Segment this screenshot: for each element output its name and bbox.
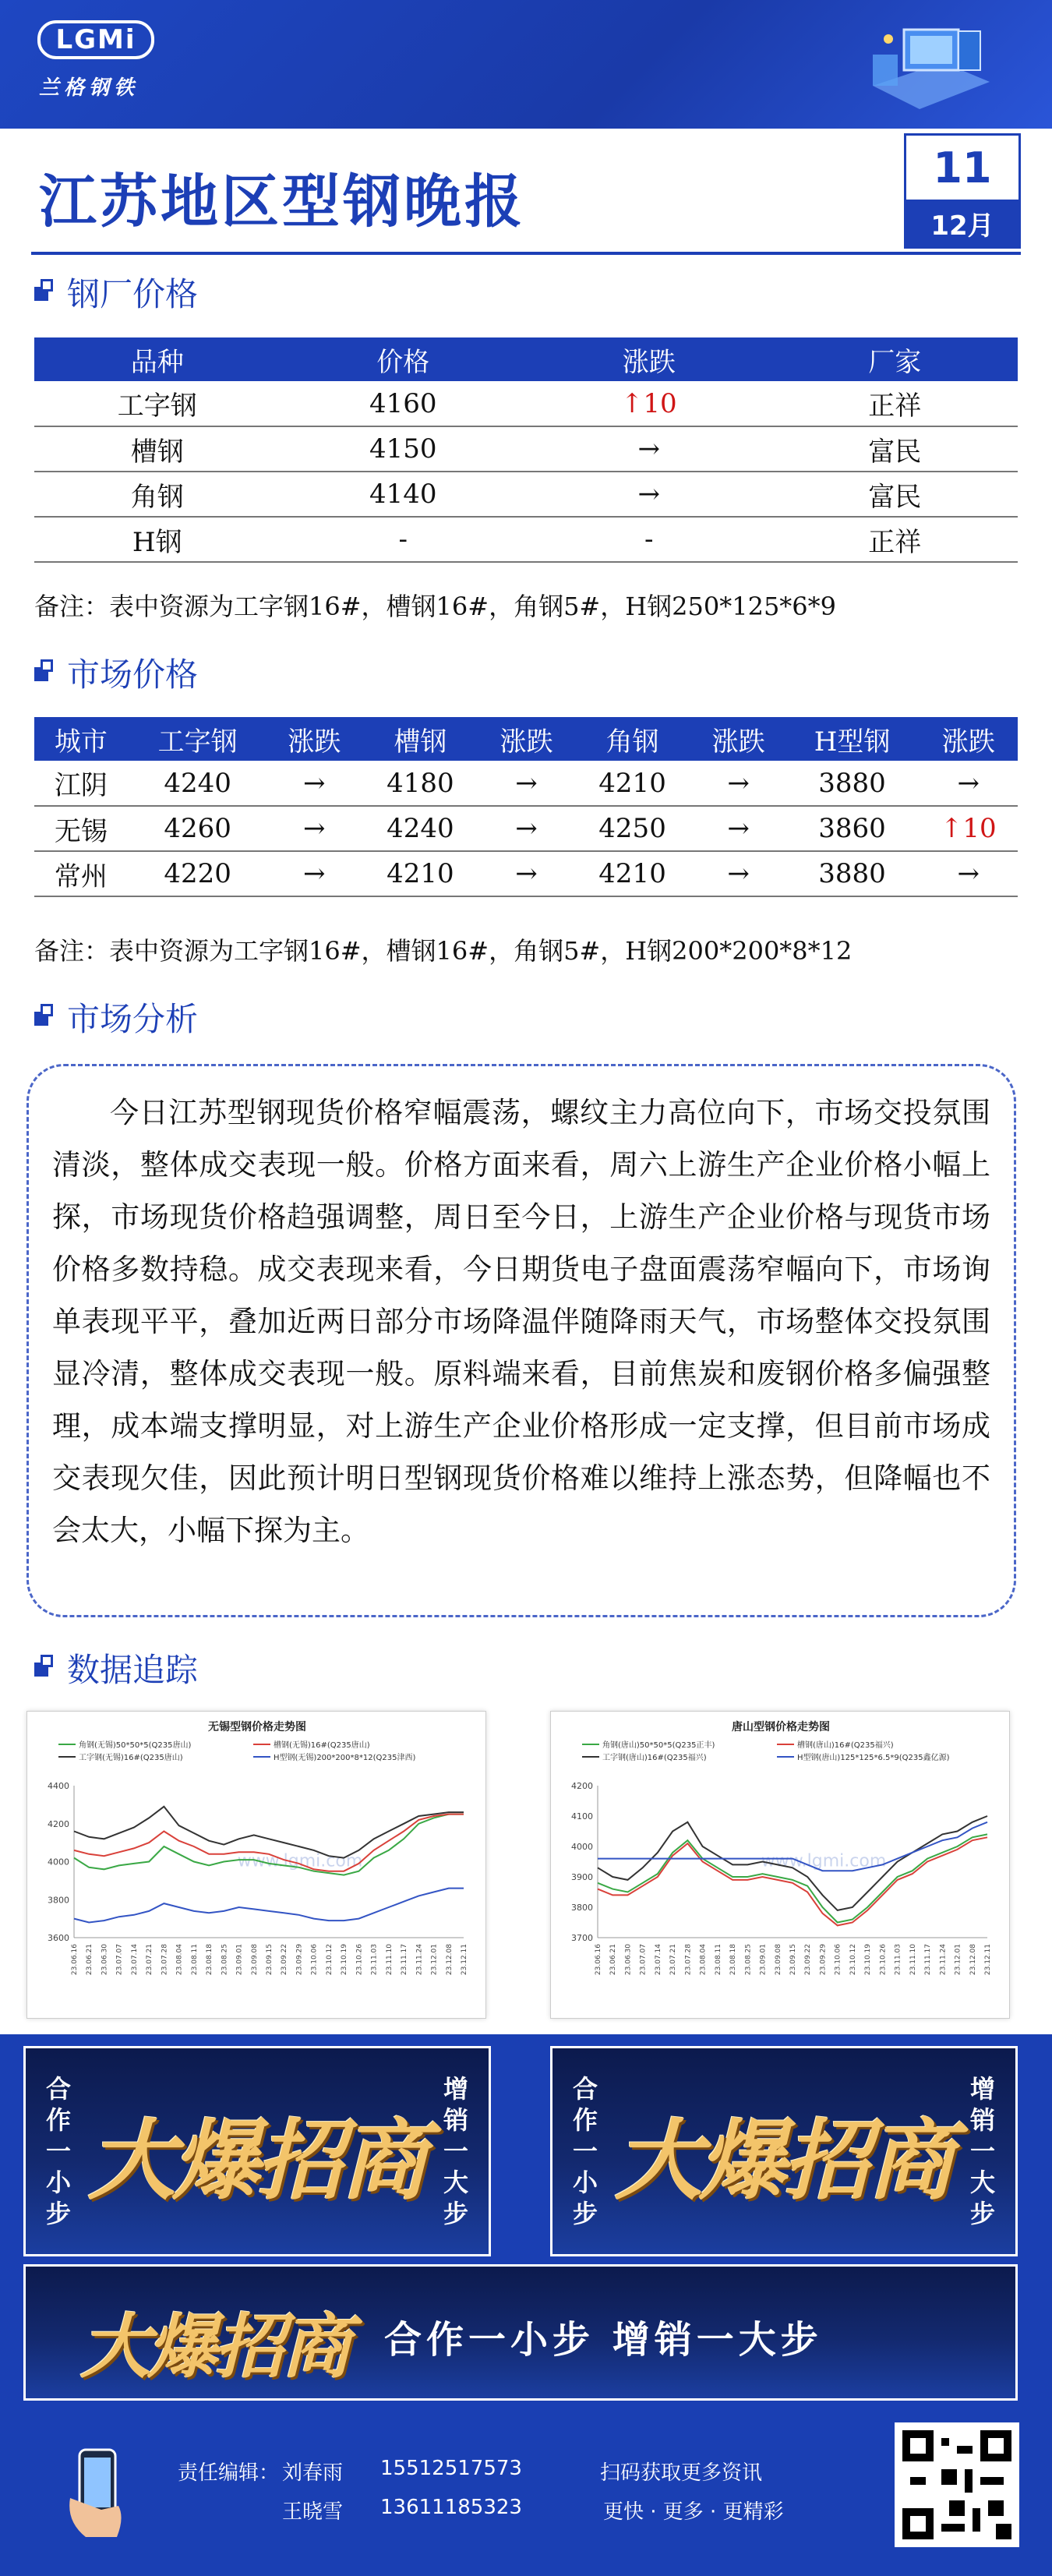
x-tick-label: 23.08.11 (714, 1944, 722, 1976)
table-row (34, 806, 1018, 851)
y-tick-label: 3600 (48, 1933, 69, 1943)
x-tick-label: 23.08.04 (699, 1944, 708, 1976)
qr-pattern (902, 2430, 1011, 2539)
x-tick-label: 23.08.18 (729, 1944, 738, 1976)
market-cell-hc: → (920, 761, 1018, 806)
market-col-city: 城市 (34, 717, 128, 761)
analysis-text: 今日江苏型钢现货价格窄幅震荡，螺纹主力高位向下，市场交投氛围清淡，整体成交表现一般。价格方面来看，周六上游生产企业价格小幅上探，市场现货价格趋强调整，周日至今日，上游生产企业价格与现货市场价格多数持稳。成交表现来看，今日期货电子盘面震荡窄幅向下，市场询单表现平平，叠加近两日部分市场降温伴随降雨天气，市场整体交投氛围显冷清，整体成交表现一般。原料端来看，目前焦炭和废钢价格多偏强整理，成本端支撑明显，对上游生产企业价格形成一定支撑，但目前市场成交表现欠佳，因此预计明日型钢现货价格难以维持上涨态势，但降幅也不会太大，小幅下探为主。 (52, 1096, 990, 1547)
legend-label: 工字钢(唐山)16#(Q235福兴) (602, 1754, 707, 1762)
mill-col-name: 品种 (34, 337, 281, 381)
x-tick-label: 23.09.08 (250, 1944, 259, 1976)
x-tick-label: 23.12.11 (984, 1944, 992, 1976)
market-cell-ac: → (692, 851, 785, 896)
x-tick-label: 23.07.21 (146, 1944, 154, 1976)
table-row (34, 761, 1018, 806)
section-square-icon (34, 1655, 56, 1681)
section-market-title: 市场价格 (67, 655, 199, 694)
x-tick-label: 23.09.01 (235, 1944, 244, 1976)
x-tick-label: 23.08.11 (190, 1944, 199, 1976)
analysis-box (26, 1064, 1016, 1617)
y-tick-label: 4000 (571, 1842, 593, 1852)
series-line (598, 1837, 987, 1925)
market-cell-ic: → (267, 851, 361, 896)
date-day: 11 (933, 143, 992, 193)
x-tick-label: 23.08.04 (175, 1944, 184, 1976)
section-square-icon (34, 659, 56, 686)
x-tick-label: 23.11.03 (370, 1944, 379, 1976)
table-row (34, 472, 1018, 517)
table-row (34, 517, 1018, 562)
x-tick-label: 23.10.26 (879, 1944, 888, 1976)
x-tick-label: 23.12.08 (445, 1944, 454, 1976)
market-cell-i: 4240 (128, 761, 268, 806)
market-cell-h: 3860 (785, 806, 920, 851)
chart-title: 唐山型钢价格走势图 (732, 1721, 830, 1733)
x-tick-label: 23.08.18 (206, 1944, 214, 1976)
x-tick-label: 23.12.01 (954, 1944, 962, 1976)
header (0, 0, 1052, 129)
banner-char: 销 (969, 2105, 995, 2135)
x-tick-label: 23.07.21 (669, 1944, 678, 1976)
market-cell-ac: → (692, 761, 785, 806)
mill-cell-name: 工字钢 (34, 381, 281, 426)
x-tick-label: 23.11.24 (939, 1944, 948, 1976)
market-cell-cc: → (480, 761, 574, 806)
page-title: 江苏地区型钢晚报 (39, 168, 525, 235)
banner-right-side-text (432, 2048, 479, 2254)
promo-banner-left[interactable] (23, 2046, 491, 2256)
x-tick-label: 23.06.21 (609, 1944, 618, 1976)
x-tick-label: 23.08.25 (221, 1944, 229, 1976)
market-cell-c: 4210 (361, 851, 479, 896)
x-tick-label: 23.09.22 (804, 1944, 813, 1976)
mill-cell-maker: 正祥 (772, 517, 1018, 562)
market-col-c: 槽钢 (361, 717, 479, 761)
phone-hand-icon (62, 2443, 132, 2545)
table-row (34, 851, 1018, 896)
section-tracking-title: 数据追踪 (67, 1651, 199, 1689)
banner-char: 销 (443, 2105, 468, 2135)
x-tick-label: 23.06.30 (624, 1944, 633, 1976)
mill-col-change: 涨跌 (526, 337, 772, 381)
y-tick-label: 3700 (571, 1933, 593, 1943)
market-table-note: 备注：表中资源为工字钢16#，槽钢16#，角钢5#，H钢200*200*8*12 (34, 936, 853, 966)
x-tick-label: 23.10.19 (341, 1944, 349, 1976)
section-mill-title: 钢厂价格 (67, 275, 199, 313)
banner-slogan: 合作一小步 增销一大步 (384, 2318, 823, 2362)
market-cell-i: 4260 (128, 806, 268, 851)
y-tick-label: 3800 (571, 1903, 593, 1913)
x-tick-label: 23.07.28 (684, 1944, 693, 1976)
banner-char: 步 (572, 2199, 598, 2228)
series-line (74, 1807, 464, 1858)
market-cell-city: 无锡 (34, 806, 128, 851)
mill-cell-maker: 正祥 (772, 381, 1018, 426)
chart-tangshan (550, 1711, 1010, 2019)
x-tick-label: 23.11.10 (909, 1944, 917, 1976)
section-analysis-title: 市场分析 (67, 1000, 199, 1038)
market-cell-city: 常州 (34, 851, 128, 896)
market-cell-a: 4250 (573, 806, 691, 851)
editor-name-2: 王晓雪 (282, 2500, 344, 2524)
y-tick-label: 4100 (571, 1811, 593, 1822)
banner-char: 步 (443, 2199, 468, 2228)
x-tick-label: 23.10.26 (355, 1944, 364, 1976)
editor-name-1: 刘春雨 (282, 2461, 344, 2485)
mill-price-table (34, 337, 1018, 563)
x-tick-label: 23.10.06 (310, 1944, 319, 1976)
banner-left-side-text (35, 2048, 82, 2254)
banner-char: 小 (45, 2168, 71, 2197)
date-month: 12月 (906, 200, 1018, 246)
section-market-header (34, 649, 198, 696)
banner-char: 一 (572, 2136, 598, 2166)
mill-cell-maker: 富民 (772, 426, 1018, 472)
x-tick-label: 23.09.29 (295, 1944, 304, 1976)
mill-cell-change: → (526, 472, 772, 517)
mill-cell-price: - (281, 517, 527, 562)
banner-right-side-text (959, 2048, 1006, 2254)
market-cell-h: 3880 (785, 761, 920, 806)
y-tick-label: 3900 (571, 1872, 593, 1882)
footer-tagline: 更快 · 更多 · 更精彩 (603, 2500, 784, 2524)
brand-logo-text: LGMi (55, 24, 136, 55)
mill-col-price: 价格 (281, 337, 527, 381)
legend-label: 工字钢(无锡)16#(Q235唐山) (79, 1754, 183, 1762)
banner-char: 大 (443, 2168, 468, 2197)
title-divider (31, 252, 1021, 255)
market-col-ic: 涨跌 (267, 717, 361, 761)
x-tick-label: 23.07.14 (130, 1944, 139, 1976)
chart-tangshan-svg (551, 1712, 1011, 2019)
x-tick-label: 23.10.12 (849, 1944, 857, 1976)
mill-cell-name: H钢 (34, 517, 281, 562)
chart-title: 无锡型钢价格走势图 (208, 1721, 306, 1733)
market-col-h: H型钢 (785, 717, 920, 761)
x-tick-label: 23.12.08 (969, 1944, 977, 1976)
y-tick-label: 4200 (571, 1781, 593, 1791)
banner-left-side-text (562, 2048, 609, 2254)
mill-cell-change: → (526, 426, 772, 472)
chart-watermark: www.lgmi.com (761, 1851, 887, 1871)
section-mill-header (34, 269, 198, 316)
x-tick-label: 23.10.06 (834, 1944, 842, 1976)
y-tick-label: 4000 (48, 1857, 69, 1868)
chart-wuxi-svg (27, 1712, 487, 2019)
title-row (31, 129, 1021, 249)
x-tick-label: 23.07.28 (161, 1944, 169, 1976)
promo-banner-right[interactable] (550, 2046, 1018, 2256)
market-price-table (34, 717, 1018, 897)
computer-illustration-icon (857, 16, 997, 117)
series-line (74, 1889, 464, 1923)
chart-wuxi (26, 1711, 486, 2019)
x-tick-label: 23.06.16 (595, 1944, 602, 1976)
market-col-a: 角钢 (573, 717, 691, 761)
banner-char: 作 (572, 2105, 598, 2135)
table-row (34, 426, 1018, 472)
market-cell-a: 4210 (573, 761, 691, 806)
legend-label: H型钢(无锡)200*200*8*12(Q235津西) (274, 1754, 416, 1762)
promo-banner-wide[interactable] (23, 2264, 1018, 2401)
market-col-cc: 涨跌 (480, 717, 574, 761)
x-tick-label: 23.10.19 (864, 1944, 873, 1976)
qr-code-icon[interactable] (895, 2422, 1019, 2547)
market-cell-a: 4210 (573, 851, 691, 896)
mill-cell-name: 角钢 (34, 472, 281, 517)
x-tick-label: 23.08.25 (744, 1944, 753, 1976)
market-cell-cc: → (480, 806, 574, 851)
market-cell-city: 江阴 (34, 761, 128, 806)
x-tick-label: 23.06.16 (71, 1944, 79, 1976)
mill-cell-price: 4160 (281, 381, 527, 426)
legend-label: 角钢(无锡)50*50*5(Q235唐山) (79, 1741, 192, 1750)
chart-watermark: www.lgmi.com (237, 1851, 363, 1871)
table-row (34, 381, 1018, 426)
market-col-hc: 涨跌 (920, 717, 1018, 761)
x-tick-label: 23.09.01 (759, 1944, 768, 1976)
editor-label: 责任编辑： (178, 2461, 280, 2485)
editor-phone-1[interactable]: 15512517573 (380, 2457, 522, 2480)
section-square-icon (34, 279, 56, 306)
market-col-ac: 涨跌 (692, 717, 785, 761)
mill-col-maker: 厂家 (772, 337, 1018, 381)
banner-char: 一 (443, 2136, 468, 2166)
scan-hint: 扫码获取更多资讯 (600, 2461, 763, 2485)
x-tick-label: 23.09.15 (789, 1944, 797, 1976)
market-cell-ic: → (267, 761, 361, 806)
y-tick-label: 4200 (48, 1818, 69, 1829)
market-cell-ic: → (267, 806, 361, 851)
x-tick-label: 23.09.29 (819, 1944, 828, 1976)
x-tick-label: 23.07.14 (654, 1944, 662, 1976)
banner-char: 增 (443, 2074, 468, 2104)
banner-char: 步 (45, 2199, 71, 2228)
market-cell-h: 3880 (785, 851, 920, 896)
y-tick-label: 3800 (48, 1895, 69, 1906)
x-tick-label: 23.09.15 (266, 1944, 274, 1976)
banner-char: 作 (45, 2105, 71, 2135)
market-cell-cc: → (480, 851, 574, 896)
mill-table-note: 备注：表中资源为工字钢16#，槽钢16#，角钢5#，H钢250*125*6*9 (34, 592, 837, 621)
section-tracking-header (34, 1645, 198, 1691)
banner-char: 步 (969, 2199, 995, 2228)
banner-char: 一 (969, 2136, 995, 2166)
mill-cell-name: 槽钢 (34, 426, 281, 472)
x-tick-label: 23.11.03 (894, 1944, 902, 1976)
market-col-i: 工字钢 (128, 717, 268, 761)
editor-phone-2[interactable]: 13611185323 (380, 2496, 522, 2519)
legend-label: H型钢(唐山)125*125*6.5*9(Q235鑫亿源) (797, 1754, 950, 1762)
x-tick-label: 23.12.11 (461, 1944, 468, 1976)
banner-char: 合 (572, 2074, 598, 2104)
x-tick-label: 23.06.30 (101, 1944, 109, 1976)
x-tick-label: 23.07.07 (115, 1944, 124, 1976)
banner-big-text: 大爆招商 (80, 2306, 348, 2388)
market-table-header (34, 717, 1018, 761)
market-cell-i: 4220 (128, 851, 268, 896)
legend-label: 槽钢(唐山)16#(Q235福兴) (797, 1741, 894, 1750)
legend-label: 角钢(唐山)50*50*5(Q235正丰) (602, 1741, 715, 1750)
mill-cell-price: 4150 (281, 426, 527, 472)
date-badge (904, 133, 1021, 249)
market-cell-c: 4180 (361, 761, 479, 806)
banner-char: 小 (572, 2168, 598, 2197)
banner-big-text: 大爆招商 (88, 2110, 425, 2212)
market-cell-hc: ↑10 (920, 806, 1018, 851)
report-card (0, 129, 1052, 2034)
market-cell-hc: → (920, 851, 1018, 896)
banner-char: 增 (969, 2074, 995, 2104)
section-square-icon (34, 1004, 56, 1030)
market-cell-ac: → (692, 806, 785, 851)
banner-big-text: 大爆招商 (615, 2110, 951, 2212)
mill-cell-maker: 富民 (772, 472, 1018, 517)
mill-cell-price: 4140 (281, 472, 527, 517)
mill-table-header (34, 337, 1018, 381)
x-tick-label: 23.12.01 (430, 1944, 439, 1976)
x-tick-label: 23.06.21 (86, 1944, 94, 1976)
legend-label: 槽钢(无锡)16#(Q235唐山) (274, 1741, 370, 1750)
y-tick-label: 4400 (48, 1781, 69, 1791)
x-tick-label: 23.09.22 (281, 1944, 289, 1976)
mill-cell-change: - (526, 517, 772, 562)
banner-char: 大 (969, 2168, 995, 2197)
banner-char: 一 (45, 2136, 71, 2166)
mill-cell-change: ↑10 (526, 381, 772, 426)
brand-logo[interactable] (37, 20, 154, 59)
x-tick-label: 23.10.12 (325, 1944, 334, 1976)
x-tick-label: 23.11.10 (385, 1944, 394, 1976)
footer (0, 2408, 1052, 2576)
section-analysis-header (34, 994, 198, 1041)
banner-char: 合 (45, 2074, 71, 2104)
x-tick-label: 23.11.17 (401, 1944, 409, 1976)
x-tick-label: 23.07.07 (639, 1944, 648, 1976)
x-tick-label: 23.09.08 (774, 1944, 782, 1976)
x-tick-label: 23.11.24 (415, 1944, 424, 1976)
market-cell-c: 4240 (361, 806, 479, 851)
brand-subtitle: 兰格钢铁 (39, 76, 139, 100)
x-tick-label: 23.11.17 (924, 1944, 933, 1976)
